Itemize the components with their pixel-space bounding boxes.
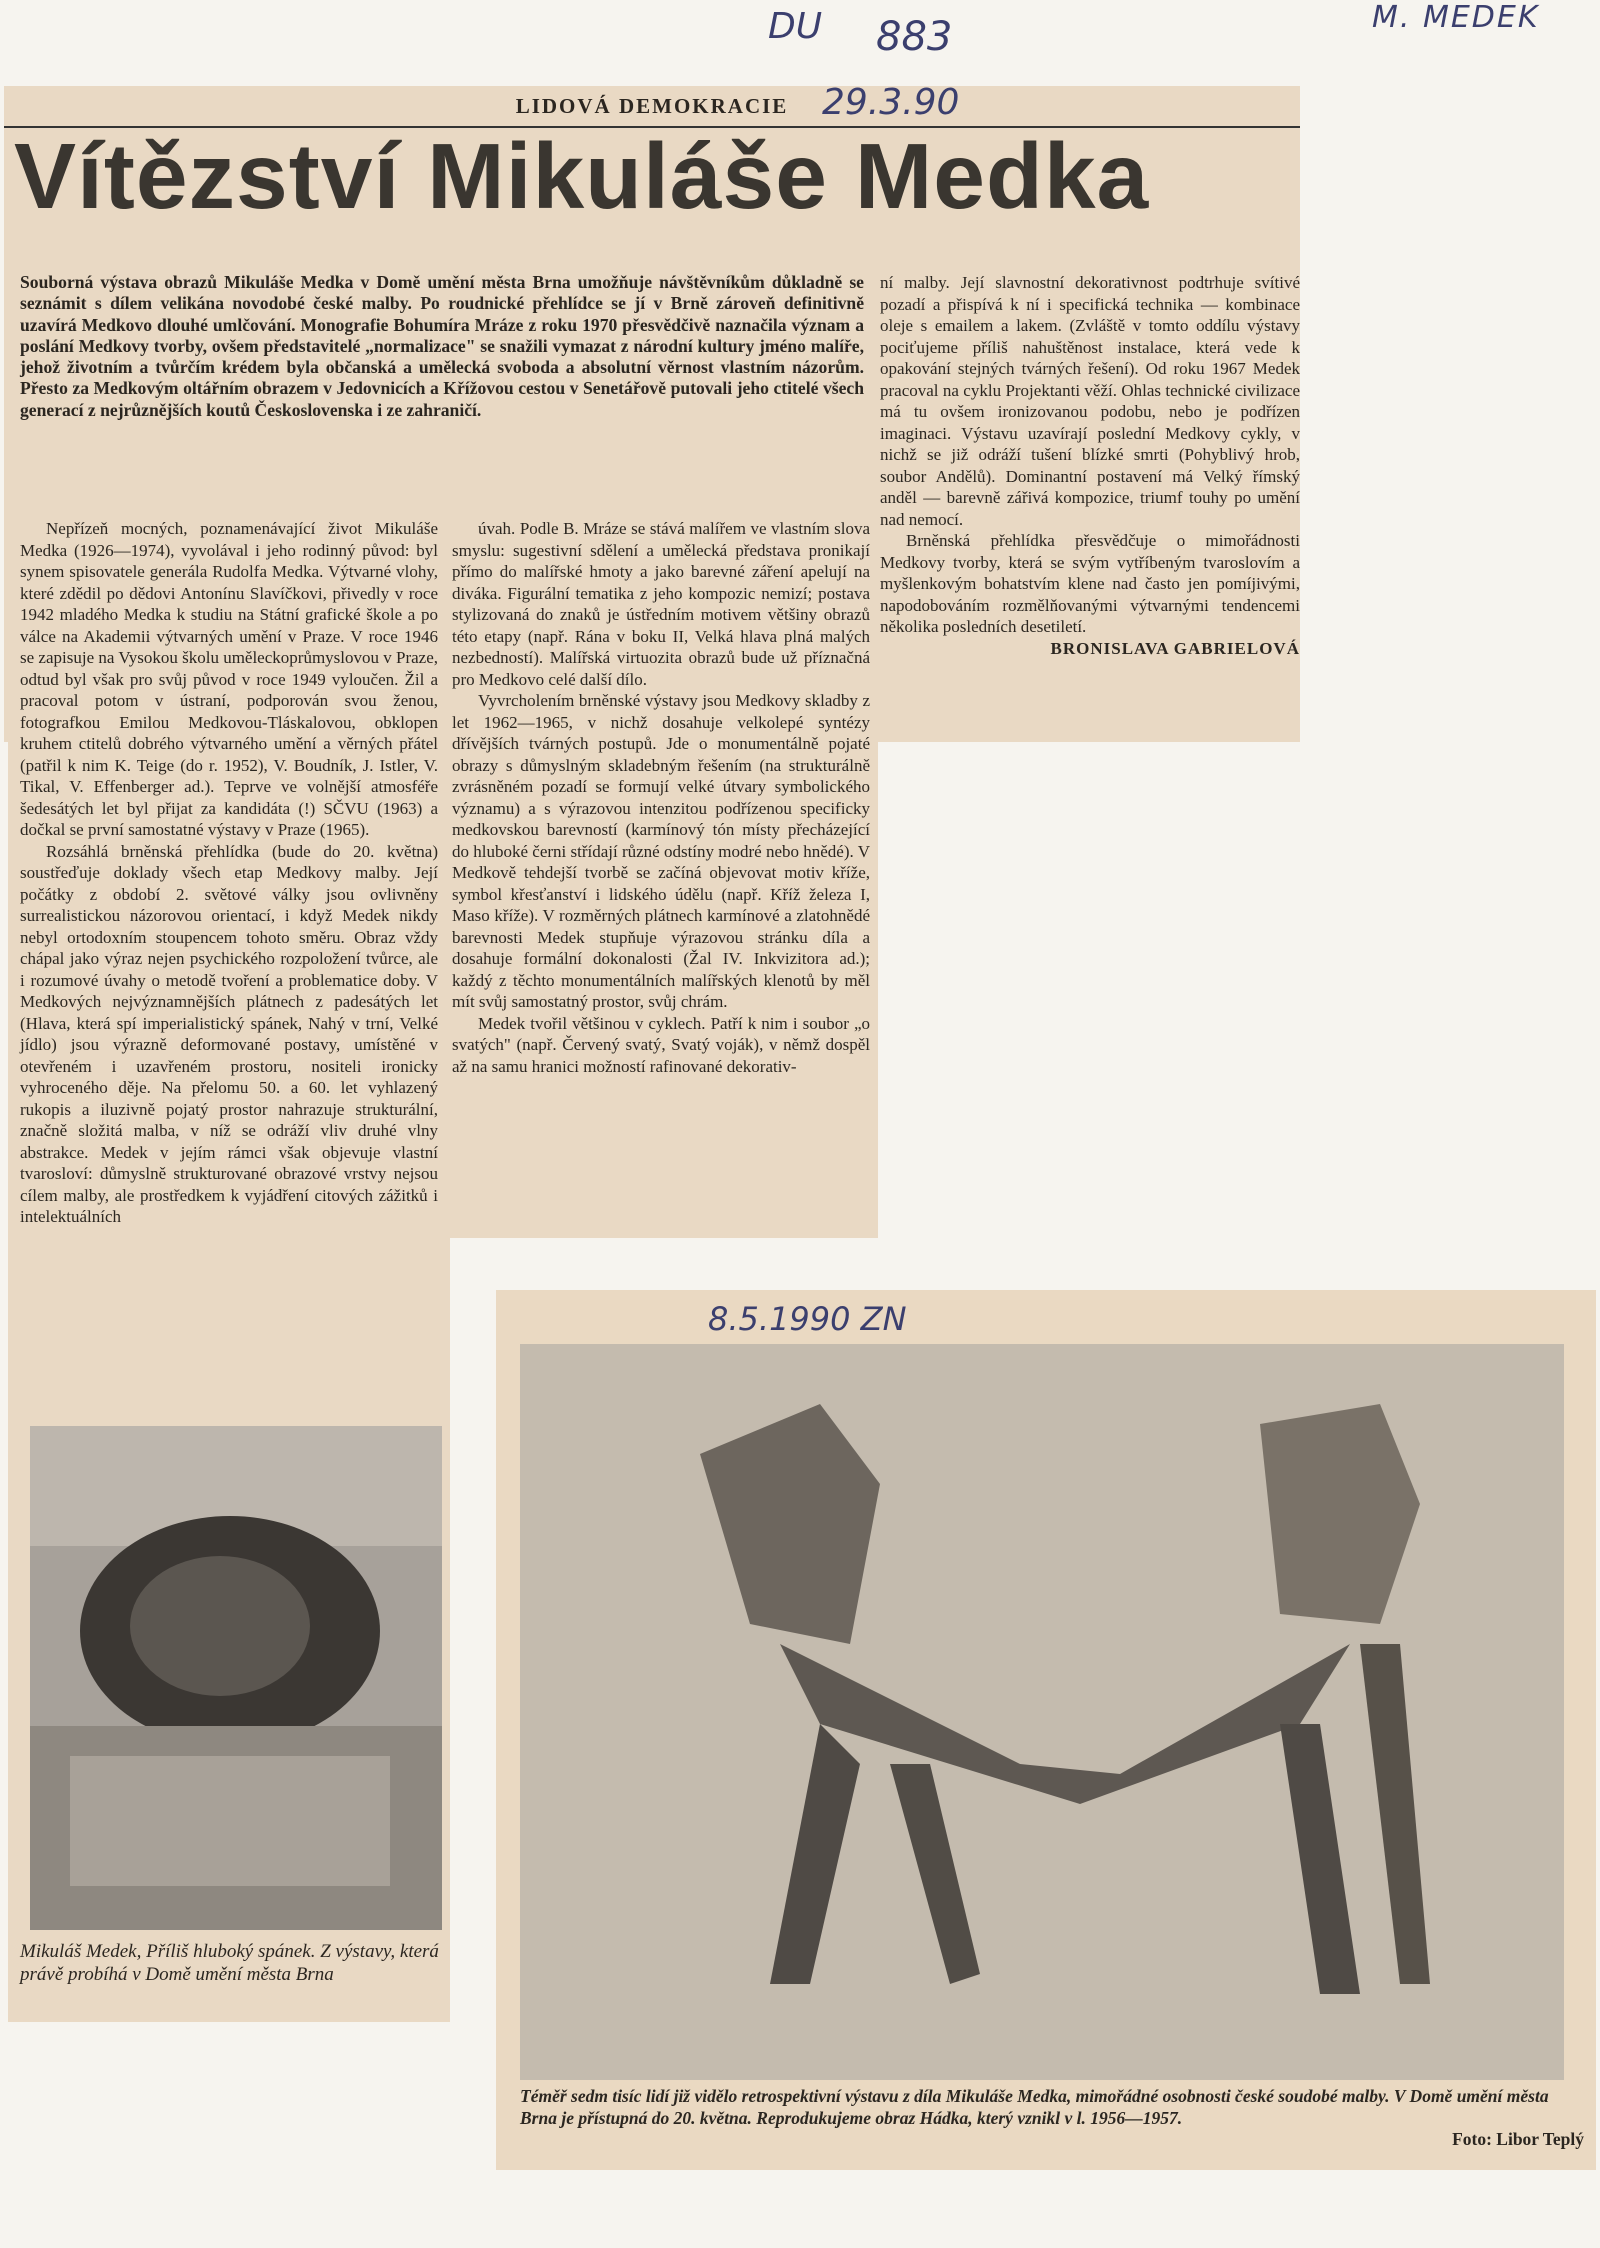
- painting-image: [520, 1344, 1564, 2080]
- painting-image: [30, 1426, 442, 1930]
- paragraph: Brněnská přehlídka přesvědčuje o mimořádnosti Medkovy tvorby, která se svým vytříbeným tvaroslovím a myšlenkovým bohatstvím klene nad často jen pomíjivými, napodobováním rozmělňovanými výtvarnými tendencemi několika posledních desetiletí.: [880, 531, 1300, 636]
- newspaper-name: LIDOVÁ DEMOKRACIE: [515, 94, 789, 118]
- paragraph: úvah. Podle B. Mráze se stává malířem ve vlastním slova smyslu: sugestivní sdělení a umělecká představa pronikají přímo do malířské hmoty a jako barevné záření apelují na diváka. Figurální tematika z jeho kompozic nemizí; postava stylizovaná do znaků je ústředním motivem většiny obrazů této etapy (např. Rána v boku II, Velká hlava plná malých nezbedností). Malířská virtuozita obrazů bude už příznačná pro Medkovo celé další dílo.: [452, 519, 870, 689]
- artist-name-note: M. MEDEK: [1372, 0, 1540, 35]
- body-column-3: [880, 272, 1300, 659]
- caption-text: Téměř sedm tisíc lidí již vidělo retrospektivní výstavu z díla Mikuláše Medka, mimořádné osobnosti české soudobé malby. V Domě umění města Brna je přístupná do 20. května. Reprodukujeme obraz Hádka, který vznikl v l. 1956—1957.: [520, 2086, 1549, 2128]
- body-column-2: [452, 518, 870, 1077]
- photo-credit: Foto: Libor Teplý: [1452, 2129, 1584, 2149]
- lead-paragraph: Souborná výstava obrazů Mikuláše Medka v Domě umění města Brna umožňuje návštěvníkům důkladně se seznámit s dílem velikána novodobé české malby. Po roudnické přehlídce se jí v Brně zároveň definitivně uzavírá Medkovo dlouhé umlčování. Monografie Bohumíra Mráze z roku 1970 přesvědčivě naznačila význam a poslání Medkovy tvorby, ovšem představitelé „normalizace" se snažili vymazat z národní kultury jméno malíře, jehož životním a tvůrčím krédem byla občanská a umělecká svoboda a absolutní věrnost vlastním názorům. Přesto za Medkovým oltářním obrazem v Jedovnicích a Křížovou cestou v Senetářově putovali jeho ctitelé všech generací z nejrůznějších koutů Československa i ze zahraničí.: [20, 272, 864, 420]
- date-note-top: 29.3.90: [822, 82, 960, 123]
- paragraph: Vyvrcholením brněnské výstavy jsou Medkovy skladby z let 1962—1965, v nichž dosahuje velkolepé syntézy dřívějších tvárných postupů. Jde o monumentálně pojaté obrazy s důmyslným skladebným řešením (na strukturálně zvrásněném pozadí se formují velké útvary symbolického významu) a s výrazovou intenzitou podřízenou specificky medkovskou barevností (karmínový tón místy přecházející do hluboké černi střídají různé odstíny modré nebo hnědé). V Medkově tehdejší tvorbě se začíná objevovat motiv kříže, symbol křesťanství i lidského údělu (např. Kříž železa I, Maso kříže). V rozměrných plátnech karmínové a zlatohnědé barevnosti Medek stupňuje výrazovou stránku díla a dosahuje formální dokonalosti (Žal IV. Inkvizitora ad.); každý z těchto monumentálních malířských klenotů by měl mít svůj samostatný prostor, svůj chrám.: [452, 691, 870, 1011]
- paragraph: Medek tvořil většinou v cyklech. Patří k nim i soubor „o svatých" (např. Červený svatý, Svatý voják), v němž dospěl až na samu hranici možností rafinované dekorativ-: [452, 1013, 870, 1076]
- headline: Vítězství Mikuláše Medka: [14, 124, 1150, 228]
- painting-reproduction-right: [520, 1344, 1564, 2080]
- paragraph: Rozsáhlá brněnská přehlídka (bude do 20. května) soustřeďuje doklady všech etap Medkovy malby. Její počátky z období 2. světové války jsou ovlivněny surrealistickou názorovou orientací, i když Medek nikdy nebyl ortodoxním stoupencem tohoto směru. Obraz vždy chápal jako výraz nejen psychického rozpoložení tvůrce, ale i rozumové úvahy o metodě tvoření a problematice doby. V Medkových nejvýznamnějších plátnech z padesátých let (Hlava, která spí imperialistický spánek, Nahý v trní, Velké jídlo) jsou výrazně deformované postavy, umístěné v otevřeném i uzavřeném prostoru, nositeli ironicky vyhroceného děje. Na přelomu 50. a 60. let vyhlazený rukopis a iluzivně pojatý prostor nahrazuje strukturální, značně složitá malba, v níž se odráží vliv druhé vlny abstrakce. Medek v jejím rámci však objevuje vlastní tvarosloví: důmyslně strukturované obrazové vrstvy nejsou cílem malby, ale prostředkem k vyjádření citových zážitků i intelektuálních: [20, 841, 438, 1226]
- caption-left: Mikuláš Medek, Příliš hluboký spánek. Z výstavy, která právě probíhá v Domě umění města Brna: [20, 1941, 439, 1985]
- paragraph: Nepřízeň mocných, poznamenávající život Mikuláše Medka (1926—1974), vyvolával i jeho rodinný původ: byl synem spisovatele generála Rudolfa Medka. Výtvarné vlohy, které zdědil po dědovi Antonínu Slavíčkovi, přivedly v roce 1942 mladého Medka k studiu na Státní grafické škole a po válce na Akademii výtvarných umění v Praze. V roce 1946 se zapisuje na Vysokou školu uměleckoprůmyslovou v Praze, odtud byl však pro svůj původ v roce 1949 vyloučen. Žil a pracoval potom v ústraní, podporován svou ženou, fotografkou Emilou Medkovou-Tláskalovou, obklopen kruhem ctitelů dobrého výtvarného umění a věrných přátel (patřil k nim K. Teige (do r. 1952), V. Boudník, J. Istler, V. Tikal, V. Effenberger ad.). Teprve ve volnější atmosféře šedesátých let byl přijat za kandidáta (!) SČVU (1963) a dočkal se první samostatné výstavy v Praze (1965).: [20, 519, 439, 839]
- body-column-1: [20, 518, 438, 1228]
- archive-number: 883: [876, 14, 953, 60]
- painting-reproduction-left: [30, 1426, 442, 1930]
- author-signature: BRONISLAVA GABRIELOVÁ: [1050, 638, 1300, 658]
- caption-right: [520, 2086, 1584, 2151]
- paragraph: ní malby. Její slavnostní dekorativnost podtrhuje svítivé pozadí a přispívá k ní i specifická technika — kombinace oleje s emailem a lakem. (Zvláště v tomto oddílu výstavy pociťujeme příliš nahuštěnost instalace, která vede k opakování stejných tvárných řešení). Od roku 1967 Medek pracoval na cyklu Projektanti věží. Ohlas technické civilizace má tu ovšem ironizovanou podobu, nebo je podřízen imaginaci. Výstavu uzavírají poslední Medkovy cykly, v nichž se již odráží tušení blízké smrti (Pohyblivý hrob, soubor Andělů). Dominantní postavení má Velký římský anděl — barevně zářivá kompozice, triumf touhy po umění nad nemocí.: [880, 273, 1300, 529]
- archive-code: DU: [768, 6, 823, 47]
- date-note-photo: 8.5.1990 ZN: [708, 1300, 907, 1338]
- masthead: [4, 86, 1300, 128]
